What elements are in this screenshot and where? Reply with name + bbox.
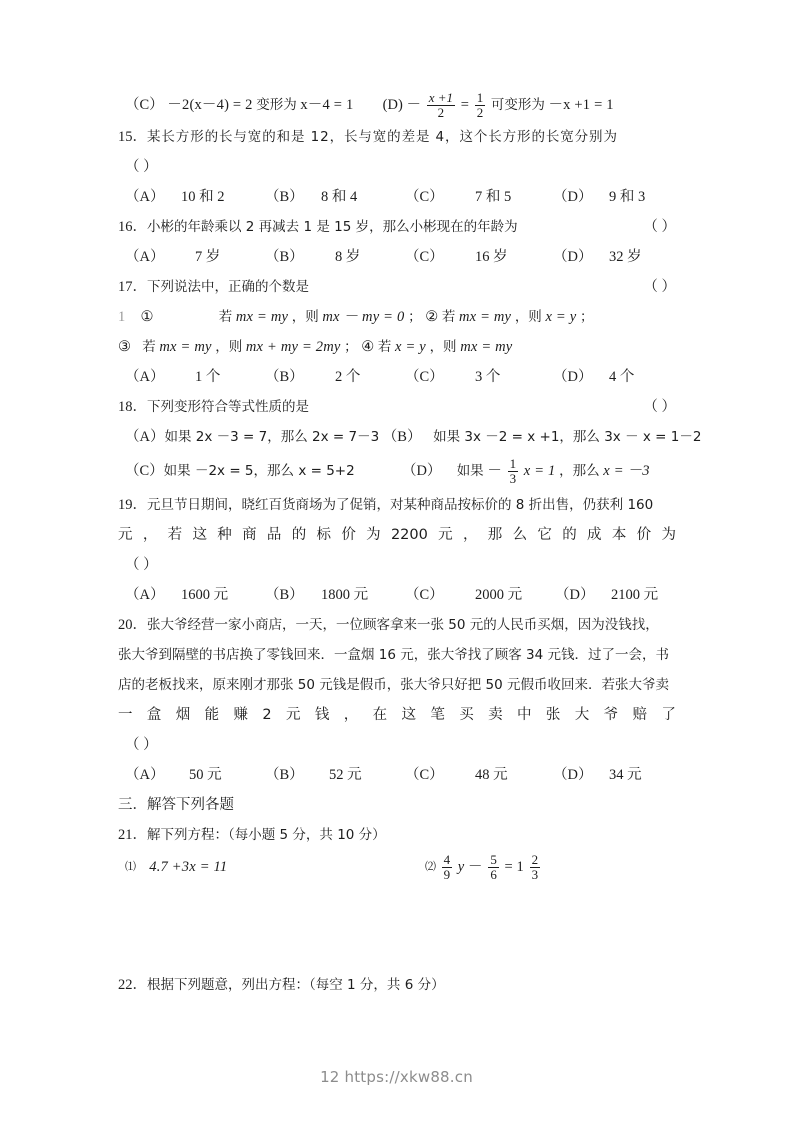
justified-char: 成 xyxy=(587,527,602,543)
option-value: 4 个 xyxy=(609,369,635,385)
option-item[interactable] xyxy=(405,362,553,392)
option-value: 如果 －2x = 5，那么 x = 5+2 xyxy=(163,463,355,479)
fraction-numerator: 2 xyxy=(531,851,539,867)
option-item[interactable] xyxy=(125,362,265,392)
fraction-numerator: 1 xyxy=(476,89,484,105)
question-21-sub-2[interactable] xyxy=(425,850,542,884)
justified-char: 若 xyxy=(167,527,183,543)
option-d-var: x = 1 xyxy=(523,463,556,479)
justified-char: 赔 xyxy=(632,707,647,723)
statement-3-marker: ③ xyxy=(118,339,131,355)
question-19-line-2 xyxy=(118,520,676,550)
option-value: 48 元 xyxy=(475,767,508,783)
q14-option-d[interactable] xyxy=(382,89,614,120)
option-value: 2000 元 xyxy=(475,587,523,603)
answer-blank: （ ） xyxy=(125,557,158,573)
option-tag: （A） xyxy=(125,767,165,783)
option-item[interactable] xyxy=(553,182,645,212)
justified-char: 了 xyxy=(661,707,676,723)
option-tag: （C） xyxy=(405,369,444,385)
question-17-statements-line-1 xyxy=(118,302,676,332)
justified-char: 一 xyxy=(118,707,133,723)
option-d-fraction xyxy=(508,457,519,486)
statement-4-cn2: ，则 xyxy=(429,339,457,355)
statement-4-expr-b: mx = my xyxy=(460,339,513,355)
question-20-answer-paren[interactable] xyxy=(118,730,676,760)
statement-2-marker: ② xyxy=(425,309,439,325)
option-value: 1600 元 xyxy=(181,587,229,603)
option-tag: （D） xyxy=(553,189,593,205)
justified-char: 在 xyxy=(372,707,388,723)
fraction-denominator: 6 xyxy=(490,866,497,882)
sub-2-fraction-1 xyxy=(442,853,453,882)
option-tag: （B） xyxy=(382,429,422,445)
sub-marker: ⑵ xyxy=(425,861,436,873)
fraction-denominator: 3 xyxy=(509,470,517,486)
question-18-text: 下列变形符合等式性质的是 xyxy=(147,399,309,415)
option-tag: （B） xyxy=(265,587,304,603)
statement-4-expr-a: x = y xyxy=(395,339,426,355)
question-20-line-1 xyxy=(118,610,676,640)
sub-2-minus: － xyxy=(468,859,483,875)
question-20-text-line-1: 张大爷经营一家小商店，一天，一位顾客拿来一张 50 元的人民币买烟，因为没钱找， xyxy=(147,617,659,633)
question-19-line-1 xyxy=(118,490,676,520)
question-20-line-4 xyxy=(118,700,676,730)
question-15-number: 15． xyxy=(118,129,147,145)
question-17-answer-paren[interactable]: （ ） xyxy=(643,279,676,295)
question-17-number: 17． xyxy=(118,279,147,295)
justified-char: 赚 xyxy=(233,707,248,723)
option-item[interactable] xyxy=(405,242,553,272)
question-21-equations xyxy=(118,850,676,884)
question-17-text: 下列说法中，正确的个数是 xyxy=(147,279,309,295)
option-tag: （A） xyxy=(125,369,165,385)
option-value: 2 个 xyxy=(335,369,361,385)
sub-1-equation: 4.7 +3x = 11 xyxy=(149,859,228,875)
statement-4-marker: ④ xyxy=(361,339,375,355)
question-22-work-area[interactable] xyxy=(118,1000,676,1066)
justified-char: 为 xyxy=(366,527,381,543)
option-item[interactable] xyxy=(265,182,405,212)
fraction-denominator: 9 xyxy=(443,866,451,882)
statement-separator: ； xyxy=(408,309,422,325)
question-19-options xyxy=(118,580,676,610)
q14-option-c-tag: （C） xyxy=(125,97,164,113)
question-18-options-ab xyxy=(118,422,702,452)
option-tag: （C） xyxy=(405,249,444,265)
option-value: 8 岁 xyxy=(335,249,361,265)
question-15-options xyxy=(118,182,676,212)
q14-option-d-expr-suffix: －x +1 = 1 xyxy=(548,97,614,113)
option-tag: （C） xyxy=(125,463,164,479)
question-18-options-cd xyxy=(118,452,676,490)
question-19-answer-paren[interactable] xyxy=(118,550,676,580)
justified-char: 大 xyxy=(574,707,590,723)
fraction-numerator: 5 xyxy=(490,851,497,867)
fraction-numerator: x +1 xyxy=(428,89,454,105)
justified-char: 钱 xyxy=(314,707,330,723)
justified-char: 卖 xyxy=(488,707,503,723)
q14-option-d-lead: － xyxy=(406,97,422,113)
fraction-denominator: 3 xyxy=(531,866,539,882)
question-16-number: 16． xyxy=(118,219,147,235)
option-tag: （D） xyxy=(553,249,593,265)
q14-options-cd-row xyxy=(118,88,676,122)
q14-option-d-fraction-2 xyxy=(475,91,486,120)
option-item[interactable] xyxy=(265,580,405,610)
option-tag: （A） xyxy=(125,189,165,205)
fraction-denominator: 2 xyxy=(476,104,484,120)
q14-option-d-cn: 可变形为 xyxy=(490,97,545,113)
question-22-stem xyxy=(118,970,676,1000)
option-tag: （C） xyxy=(405,189,444,205)
option-item[interactable] xyxy=(125,463,358,479)
question-21-stem xyxy=(118,820,676,850)
option-item[interactable] xyxy=(265,362,405,392)
sub-marker: ⑴ xyxy=(125,861,136,873)
option-tag: （C） xyxy=(405,587,444,603)
justified-char: ， xyxy=(343,707,359,723)
question-17-statements-line-2 xyxy=(118,332,676,362)
justified-char: 烟 xyxy=(175,707,191,723)
q14-option-d-tag: (D) xyxy=(382,97,403,113)
option-value: 50 元 xyxy=(189,767,222,783)
statement-1-cn: 若 xyxy=(218,309,233,325)
question-15-stem xyxy=(118,122,676,152)
option-value: 16 岁 xyxy=(475,249,508,265)
statement-2-end: ； xyxy=(579,309,594,325)
justified-char: 能 xyxy=(204,707,220,723)
justified-char: 种 xyxy=(217,527,232,543)
justified-char: 它 xyxy=(537,527,552,543)
page-content xyxy=(118,88,702,1066)
justified-char: 爷 xyxy=(603,707,619,723)
question-20-line-3: 店的老板找来，原来刚才那张 50 元钱是假币，张大爷只好把 50 元假币收回来．若张大爷卖 xyxy=(118,677,670,693)
option-tag: （D） xyxy=(555,587,595,603)
question-16-options xyxy=(118,242,676,272)
answer-blank: （ ） xyxy=(125,159,158,175)
question-18-answer-paren[interactable]: （ ） xyxy=(643,399,676,415)
fraction-denominator: 2 xyxy=(427,105,455,120)
option-item[interactable] xyxy=(555,580,658,610)
option-tag: （B） xyxy=(265,767,304,783)
question-16-answer-paren[interactable]: （ ） xyxy=(643,219,676,235)
option-item[interactable] xyxy=(401,455,650,486)
option-tag: （B） xyxy=(265,189,304,205)
option-value: 2100 元 xyxy=(611,587,659,603)
question-21-number: 21． xyxy=(118,827,147,843)
option-value: 1 个 xyxy=(195,369,221,385)
statement-3-cn2: ，则 xyxy=(215,339,243,355)
question-19-number: 19． xyxy=(118,497,147,513)
option-d-tail: x = －3 xyxy=(603,463,650,479)
option-value: 8 和 4 xyxy=(321,189,358,205)
option-tag: （C） xyxy=(405,767,444,783)
statement-3-cn: 若 xyxy=(142,339,156,355)
option-item[interactable] xyxy=(553,362,634,392)
statement-1-marker: ① xyxy=(140,309,154,325)
option-value: 34 元 xyxy=(609,767,642,783)
fraction-numerator: 4 xyxy=(443,851,451,867)
question-15-text: 某长方形的长与宽的和是 12，长与宽的差是 4，这个长方形的长宽分别为 xyxy=(147,129,618,145)
question-21-work-area[interactable] xyxy=(118,884,676,970)
question-15-answer-paren[interactable] xyxy=(118,152,676,182)
sub-2-variable: y xyxy=(457,859,465,875)
option-item[interactable] xyxy=(125,242,265,272)
question-19-text-line-1: 元旦节日期间，晓红百货商场为了促销，对某种商品按标价的 8 折出售，仍获利 160 xyxy=(147,497,654,513)
page-watermark: 12 https://xkw88.cn xyxy=(320,1068,473,1086)
option-value: 如果 3x －2 = x +1，那么 3x － x = 1－2 xyxy=(433,429,702,445)
justified-char: 张 xyxy=(545,707,561,723)
justified-char: ， xyxy=(142,527,158,543)
option-d-sign: － xyxy=(487,463,503,479)
statement-1-expr-a: mx = my xyxy=(235,309,289,325)
fraction-numerator: 1 xyxy=(509,455,517,471)
option-item[interactable] xyxy=(125,182,265,212)
q14-option-c-cn: 变形为 xyxy=(256,97,297,113)
option-value: 如果 2x －3 = 7，那么 2x = 7－3 xyxy=(164,429,380,445)
option-tag: （A） xyxy=(125,429,165,445)
justified-char: 的 xyxy=(291,527,307,543)
q14-option-c-expr-suffix: x－4 = 1 xyxy=(300,97,354,113)
option-item[interactable] xyxy=(383,429,702,445)
statement-2-expr-a: mx = my xyxy=(458,309,512,325)
justified-char: 买 xyxy=(459,707,474,723)
justified-char: 元 xyxy=(285,707,301,723)
option-item[interactable] xyxy=(405,580,555,610)
statement-3-expr-b: mx + my = 2my xyxy=(245,339,341,355)
justified-char: 么 xyxy=(512,527,528,543)
justified-char: 为 xyxy=(661,527,676,543)
question-18-stem xyxy=(118,392,676,422)
justified-char: 笔 xyxy=(430,707,445,723)
option-value: 7 岁 xyxy=(195,249,221,265)
q14-option-d-fraction-1 xyxy=(427,91,455,120)
option-tag: （B） xyxy=(265,249,304,265)
justified-char: 盒 xyxy=(146,707,162,723)
option-tag: （D） xyxy=(553,369,593,385)
statement-2-cn: 若 xyxy=(441,309,456,325)
option-item[interactable] xyxy=(265,242,405,272)
statement-separator: ； xyxy=(344,339,358,355)
statement-2-cn2: ，则 xyxy=(514,309,542,325)
option-value: 3 个 xyxy=(475,369,501,385)
sub-2-fraction-3 xyxy=(530,853,541,882)
justified-char: 中 xyxy=(516,707,532,723)
option-item[interactable] xyxy=(125,580,265,610)
justified-char: 价 xyxy=(341,527,356,543)
option-tag: （D） xyxy=(401,463,442,479)
statement-1-expr-b: mx － my = 0 xyxy=(322,309,405,325)
option-item[interactable] xyxy=(125,429,383,445)
q14-option-d-equals: = xyxy=(460,97,470,113)
question-21-sub-1[interactable] xyxy=(118,850,425,884)
option-item[interactable] xyxy=(405,760,553,790)
question-18-number: 18． xyxy=(118,399,147,415)
justified-char: 2200 xyxy=(390,527,428,543)
option-value: 52 元 xyxy=(329,767,362,783)
q14-option-c-expr-prefix: －2(x－4) = 2 xyxy=(167,97,253,113)
justified-char: ， xyxy=(462,527,478,543)
option-tag: （A） xyxy=(125,249,165,265)
question-22-text: 根据下列题意，列出方程：（每空 1 分，共 6 分） xyxy=(147,977,445,993)
justified-char: 这 xyxy=(192,527,207,543)
sub-2-fraction-2 xyxy=(488,853,499,882)
justified-char: 元 xyxy=(118,527,133,543)
justified-char: 元 xyxy=(438,527,453,543)
question-17-options xyxy=(118,362,676,392)
option-tag: （B） xyxy=(265,369,304,385)
justified-char: 价 xyxy=(636,527,652,543)
question-16-text: 小彬的年龄乘以 2 再减去 1 是 15 岁，那么小彬现在的年龄为 xyxy=(147,219,518,235)
option-d-cn-lead: 如果 xyxy=(456,463,484,479)
answer-blank: （ ） xyxy=(125,737,158,753)
justified-char: 那 xyxy=(487,527,503,543)
q14-option-c[interactable] xyxy=(125,97,357,113)
question-17-stem xyxy=(118,272,676,302)
question-16-stem xyxy=(118,212,676,242)
statement-2-expr-b: x = y xyxy=(545,309,577,325)
question-20-line-2: 张大爷到隔壁的书店换了零钱回来．一盒烟 16 元，张大爷找了顾客 34 元钱．过了一会，书 xyxy=(118,647,670,663)
justified-char: 品 xyxy=(266,527,282,543)
question-20-options xyxy=(118,760,676,790)
option-value: 9 和 3 xyxy=(609,189,646,205)
justified-char: 的 xyxy=(562,527,577,543)
option-item[interactable] xyxy=(553,242,642,272)
option-value: 32 岁 xyxy=(609,249,642,265)
justified-char: 2 xyxy=(262,707,272,723)
statement-3-expr-a: mx = my xyxy=(159,339,212,355)
option-item[interactable] xyxy=(125,760,265,790)
statement-4-cn: 若 xyxy=(377,339,392,355)
section-3-heading: 三．解答下列各题 xyxy=(118,797,234,813)
question-22-number: 22． xyxy=(118,977,147,993)
option-value: 1800 元 xyxy=(321,587,369,603)
question-21-text: 解下列方程：（每小题 5 分，共 10 分） xyxy=(147,827,386,843)
option-tag: （A） xyxy=(125,587,165,603)
sub-2-whole: 1 xyxy=(516,859,524,875)
option-tag: （D） xyxy=(553,767,593,783)
statement-1-cn2: ，则 xyxy=(291,309,319,325)
option-item[interactable] xyxy=(553,760,642,790)
option-item[interactable] xyxy=(405,182,553,212)
question-20-number: 20． xyxy=(118,617,147,633)
justified-char: 标 xyxy=(316,527,331,543)
option-item[interactable] xyxy=(265,760,405,790)
sub-2-equals: = xyxy=(504,859,513,875)
option-value: 7 和 5 xyxy=(475,189,512,205)
option-value: 10 和 2 xyxy=(181,189,225,205)
stray-marker: 1 xyxy=(118,309,126,325)
option-d-cn-mid: ，那么 xyxy=(559,463,600,479)
justified-char: 本 xyxy=(611,527,627,543)
justified-char: 商 xyxy=(242,527,257,543)
justified-char: 这 xyxy=(401,707,416,723)
